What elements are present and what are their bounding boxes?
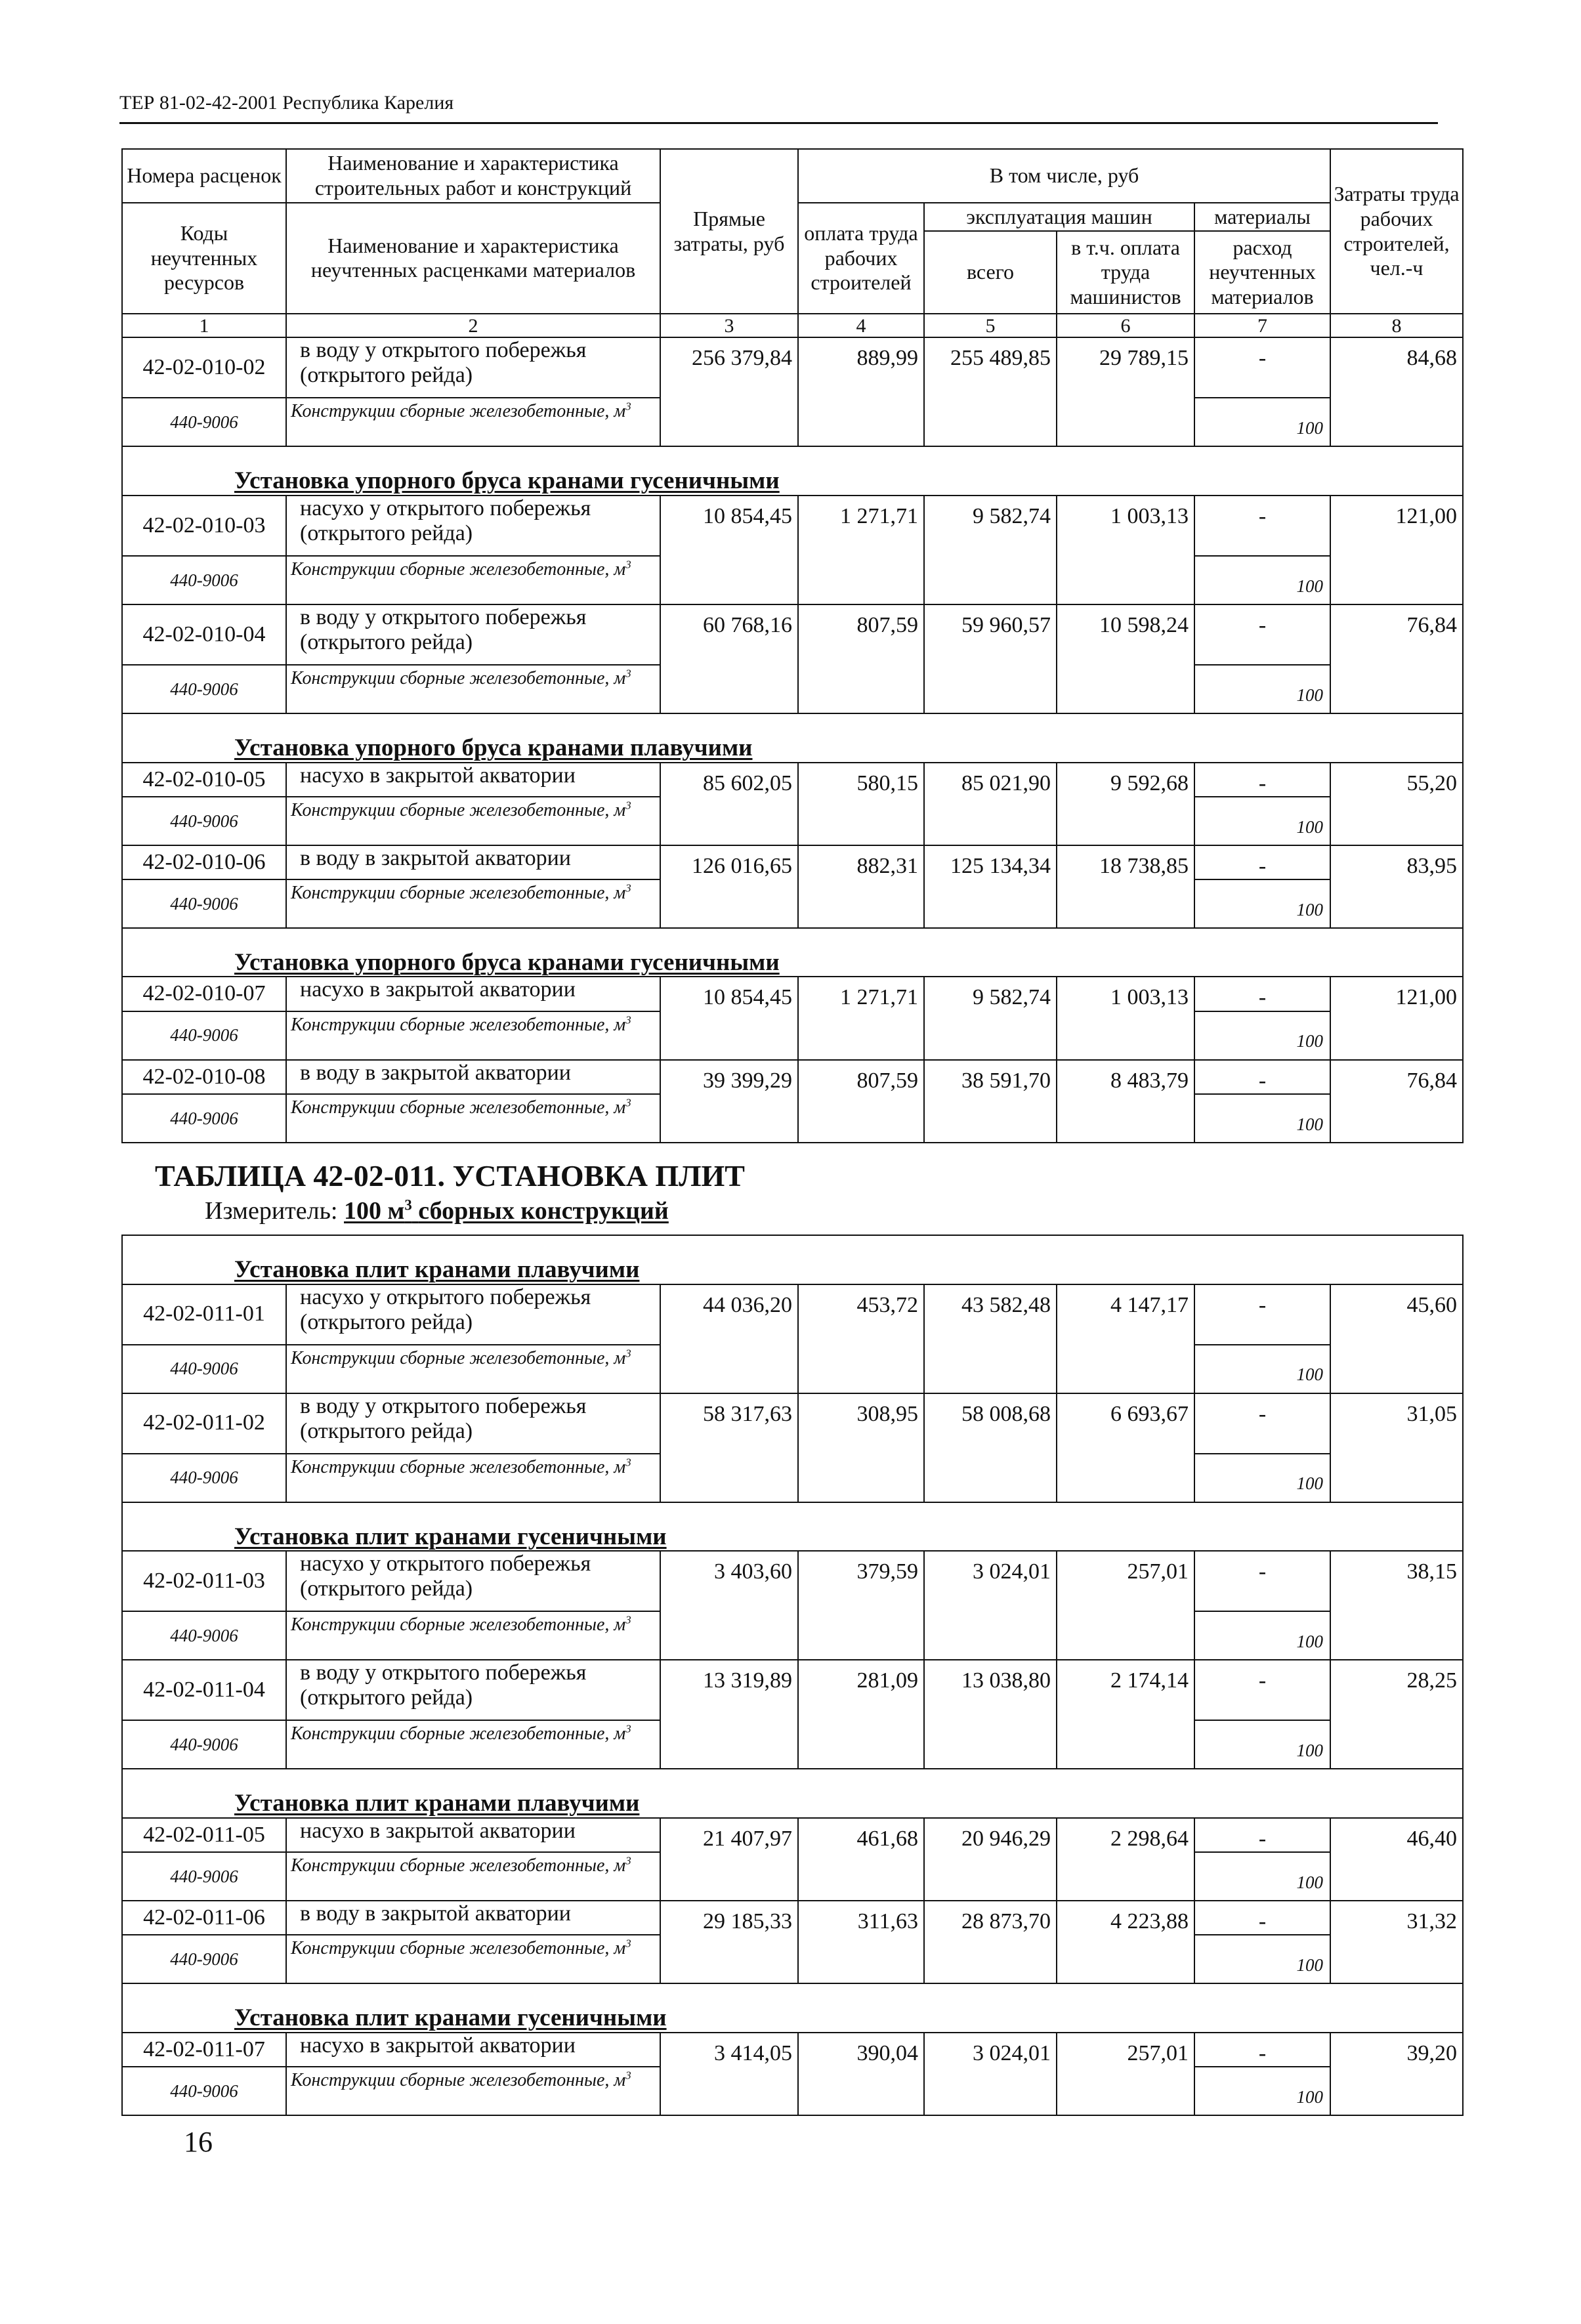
rate-materials: - <box>1194 2033 1330 2067</box>
material-unit-power: 3 <box>625 558 631 571</box>
rate-wages: 379,59 <box>798 1551 924 1660</box>
rate-wages: 807,59 <box>798 1060 924 1143</box>
table-title: ТАБЛИЦА 42-02-011. УСТАНОВКА ПЛИТ <box>155 1158 745 1193</box>
rate-labor: 31,05 <box>1330 1393 1463 1502</box>
col-header-name-bottom: Наименование и характеристика неучтенных расценками материалов <box>286 203 660 314</box>
rate-wages: 453,72 <box>798 1284 924 1393</box>
rate-row <box>122 337 1463 398</box>
section-heading-row <box>122 928 1463 977</box>
column-number: 8 <box>1330 314 1463 337</box>
material-qty: 100 <box>1194 398 1330 446</box>
material-code: 440-9006 <box>122 1935 286 1983</box>
rate-code: 42-02-010-08 <box>122 1060 286 1094</box>
rate-materials: - <box>1194 1901 1330 1935</box>
material-code: 440-9006 <box>122 1720 286 1769</box>
column-number-row <box>122 314 1463 337</box>
material-name-text: Конструкции сборные железобетонные, м <box>291 799 626 820</box>
rate-direct-cost: 126 016,65 <box>660 845 798 928</box>
rate-labor: 38,15 <box>1330 1551 1463 1660</box>
material-name <box>286 1454 660 1502</box>
rate-wages: 281,09 <box>798 1660 924 1769</box>
column-number: 7 <box>1194 314 1330 337</box>
rate-machinist-wages: 8 483,79 <box>1057 1060 1194 1143</box>
rate-row <box>122 1660 1463 1720</box>
rate-machines: 20 946,29 <box>924 1818 1057 1901</box>
col-header-group-materials: материалы <box>1194 203 1330 232</box>
rate-direct-cost: 58 317,63 <box>660 1393 798 1502</box>
rate-machinist-wages: 6 693,67 <box>1057 1393 1194 1502</box>
rate-machines: 9 582,74 <box>924 496 1057 604</box>
rate-machines: 255 489,85 <box>924 337 1057 446</box>
material-unit-power: 3 <box>625 400 631 413</box>
measure-prefix: Измеритель: <box>205 1197 338 1225</box>
rate-machinist-wages: 1 003,13 <box>1057 977 1194 1059</box>
material-name <box>286 2067 660 2115</box>
rate-materials: - <box>1194 496 1330 556</box>
rate-machinist-wages: 2 174,14 <box>1057 1660 1194 1769</box>
column-number: 6 <box>1057 314 1194 337</box>
rate-code: 42-02-010-04 <box>122 604 286 665</box>
material-name-text: Конструкции сборные железобетонные, м <box>291 2069 626 2090</box>
rate-labor: 46,40 <box>1330 1818 1463 1901</box>
material-unit-power: 3 <box>625 667 631 680</box>
rate-materials: - <box>1194 1660 1330 1720</box>
rate-direct-cost: 10 854,45 <box>660 977 798 1059</box>
rate-direct-cost: 44 036,20 <box>660 1284 798 1393</box>
rate-row <box>122 1818 1463 1852</box>
rate-code: 42-02-010-06 <box>122 845 286 879</box>
material-code: 440-9006 <box>122 797 286 845</box>
section-title: Установка плит кранами плавучими <box>122 1769 1463 1818</box>
material-name-text: Конструкции сборные железобетонные, м <box>291 1938 626 1959</box>
document-header: ТЕР 81-02-42-2001 Республика Карелия <box>119 92 454 114</box>
rate-wages: 311,63 <box>798 1901 924 1983</box>
rate-machines: 125 134,34 <box>924 845 1057 928</box>
material-name <box>286 1345 660 1393</box>
rate-row <box>122 1060 1463 1094</box>
material-name <box>286 556 660 604</box>
rate-wages: 1 271,71 <box>798 496 924 604</box>
material-name-text: Конструкции сборные железобетонные, м <box>291 1014 626 1035</box>
material-qty: 100 <box>1194 1611 1330 1660</box>
rate-code: 42-02-010-07 <box>122 977 286 1011</box>
rate-materials: - <box>1194 977 1330 1011</box>
rate-direct-cost: 13 319,89 <box>660 1660 798 1769</box>
header-row-1 <box>122 149 1463 203</box>
material-name <box>286 1852 660 1901</box>
rate-machinist-wages: 10 598,24 <box>1057 604 1194 713</box>
rate-name: насухо в закрытой акватории <box>286 2033 660 2067</box>
material-qty: 100 <box>1194 797 1330 845</box>
rate-machinist-wages: 2 298,64 <box>1057 1818 1194 1901</box>
rate-machines: 38 591,70 <box>924 1060 1057 1143</box>
rate-machines: 43 582,48 <box>924 1284 1057 1393</box>
material-code: 440-9006 <box>122 1345 286 1393</box>
rate-code: 42-02-011-06 <box>122 1901 286 1935</box>
rate-name: в воду у открытого побережья (открытого рейда) <box>286 337 660 398</box>
rate-name: в воду в закрытой акватории <box>286 1901 660 1935</box>
rate-code: 42-02-010-03 <box>122 496 286 556</box>
rate-wages: 807,59 <box>798 604 924 713</box>
rate-name: насухо у открытого побережья (открытого рейда) <box>286 1284 660 1345</box>
col-header-direct: Прямые затраты, руб <box>660 149 798 314</box>
material-qty: 100 <box>1194 556 1330 604</box>
col-header-code-top: Номера расценок <box>122 149 286 203</box>
rate-labor: 76,84 <box>1330 604 1463 713</box>
measure-number: 100 м <box>344 1197 405 1225</box>
material-qty: 100 <box>1194 1094 1330 1143</box>
material-code: 440-9006 <box>122 398 286 446</box>
section-title: Установка плит кранами плавучими <box>122 1235 1463 1284</box>
material-qty: 100 <box>1194 1852 1330 1901</box>
column-number: 3 <box>660 314 798 337</box>
material-qty: 100 <box>1194 665 1330 713</box>
rate-labor: 121,00 <box>1330 977 1463 1059</box>
column-number: 5 <box>924 314 1057 337</box>
rate-labor: 28,25 <box>1330 1660 1463 1769</box>
rate-wages: 461,68 <box>798 1818 924 1901</box>
rate-row <box>122 1551 1463 1611</box>
section-title: Установка плит кранами гусеничными <box>122 1502 1463 1552</box>
col-header-material-usage: расход неучтенных материалов <box>1194 231 1330 314</box>
material-name-text: Конструкции сборные железобетонные, м <box>291 1855 626 1876</box>
rate-wages: 889,99 <box>798 337 924 446</box>
rate-materials: - <box>1194 763 1330 797</box>
rate-name: насухо в закрытой акватории <box>286 763 660 797</box>
rate-machines: 3 024,01 <box>924 1551 1057 1660</box>
material-name <box>286 1011 660 1060</box>
rate-machinist-wages: 257,01 <box>1057 1551 1194 1660</box>
rate-code: 42-02-011-03 <box>122 1551 286 1611</box>
material-name <box>286 1094 660 1143</box>
material-name-text: Конструкции сборные железобетонные, м <box>291 1347 626 1368</box>
rate-name: в воду у открытого побережья (открытого рейда) <box>286 1660 660 1720</box>
material-name-text: Конструкции сборные железобетонные, м <box>291 1456 626 1477</box>
material-unit-power: 3 <box>625 1013 631 1026</box>
material-unit-power: 3 <box>625 1347 631 1360</box>
rate-machines: 59 960,57 <box>924 604 1057 713</box>
table-title-cell <box>122 1143 1463 1235</box>
rate-row <box>122 2033 1463 2067</box>
rate-direct-cost: 3 403,60 <box>660 1551 798 1660</box>
table-title-row <box>122 1143 1463 1235</box>
rate-machinist-wages: 4 147,17 <box>1057 1284 1194 1393</box>
material-name <box>286 879 660 928</box>
rate-code: 42-02-010-02 <box>122 337 286 398</box>
material-code: 440-9006 <box>122 879 286 928</box>
rate-direct-cost: 39 399,29 <box>660 1060 798 1143</box>
column-number: 2 <box>286 314 660 337</box>
rate-name: насухо у открытого побережья (открытого рейда) <box>286 496 660 556</box>
rate-labor: 39,20 <box>1330 2033 1463 2115</box>
rate-direct-cost: 21 407,97 <box>660 1818 798 1901</box>
rate-materials: - <box>1194 845 1330 879</box>
rate-labor: 84,68 <box>1330 337 1463 446</box>
material-unit-power: 3 <box>625 1854 631 1867</box>
material-name <box>286 1720 660 1769</box>
material-unit-power: 3 <box>625 799 631 812</box>
rates-table <box>121 148 1464 2116</box>
rate-wages: 580,15 <box>798 763 924 845</box>
material-name <box>286 398 660 446</box>
column-number: 4 <box>798 314 924 337</box>
rate-machinist-wages: 18 738,85 <box>1057 845 1194 928</box>
measure-suffix: сборных конструкций <box>418 1197 669 1225</box>
rate-materials: - <box>1194 1393 1330 1454</box>
material-code: 440-9006 <box>122 1011 286 1060</box>
rate-labor: 121,00 <box>1330 496 1463 604</box>
col-header-group-machines: эксплуатация машин <box>924 203 1194 232</box>
rate-machines: 28 873,70 <box>924 1901 1057 1983</box>
material-name-text: Конструкции сборные железобетонные, м <box>291 1723 626 1744</box>
rate-materials: - <box>1194 1818 1330 1852</box>
rate-labor: 31,32 <box>1330 1901 1463 1983</box>
material-qty: 100 <box>1194 879 1330 928</box>
section-heading-row <box>122 1769 1463 1818</box>
material-name <box>286 797 660 845</box>
column-number: 1 <box>122 314 286 337</box>
measure-value <box>344 1197 669 1225</box>
col-header-wages: оплата труда рабочих строителей <box>798 203 924 314</box>
material-code: 440-9006 <box>122 2067 286 2115</box>
rate-direct-cost: 256 379,84 <box>660 337 798 446</box>
header-rule <box>119 122 1438 124</box>
rate-wages: 308,95 <box>798 1393 924 1502</box>
rate-direct-cost: 60 768,16 <box>660 604 798 713</box>
section-heading-row <box>122 1235 1463 1284</box>
rate-wages: 1 271,71 <box>798 977 924 1059</box>
material-code: 440-9006 <box>122 1611 286 1660</box>
rate-name: насухо у открытого побережья (открытого рейда) <box>286 1551 660 1611</box>
rate-row <box>122 1901 1463 1935</box>
rate-code: 42-02-011-07 <box>122 2033 286 2067</box>
col-header-labor: Затраты труда рабочих строителей, чел.-ч <box>1330 149 1463 314</box>
rate-code: 42-02-010-05 <box>122 763 286 797</box>
material-qty: 100 <box>1194 1011 1330 1060</box>
rate-code: 42-02-011-05 <box>122 1818 286 1852</box>
rate-direct-cost: 3 414,05 <box>660 2033 798 2115</box>
section-title: Установка упорного бруса кранами гусеничными <box>122 928 1463 977</box>
section-title: Установка упорного бруса кранами плавучими <box>122 713 1463 763</box>
material-code: 440-9006 <box>122 1454 286 1502</box>
rate-machinist-wages: 1 003,13 <box>1057 496 1194 604</box>
rate-machines: 13 038,80 <box>924 1660 1057 1769</box>
table-measure <box>155 1195 1463 1227</box>
rate-direct-cost: 10 854,45 <box>660 496 798 604</box>
rate-code: 42-02-011-02 <box>122 1393 286 1454</box>
rate-row <box>122 763 1463 797</box>
section-heading-row <box>122 1502 1463 1552</box>
rate-materials: - <box>1194 337 1330 398</box>
rate-machinist-wages: 257,01 <box>1057 2033 1194 2115</box>
material-qty: 100 <box>1194 1345 1330 1393</box>
rate-row <box>122 845 1463 879</box>
section-title: Установка плит кранами гусеничными <box>122 1983 1463 2033</box>
rate-labor: 83,95 <box>1330 845 1463 928</box>
col-header-machinist-wages: в т.ч. оплата труда машинистов <box>1057 231 1194 314</box>
material-code: 440-9006 <box>122 1852 286 1901</box>
material-unit-power: 3 <box>625 1096 631 1109</box>
rate-machines: 85 021,90 <box>924 763 1057 845</box>
material-name-text: Конструкции сборные железобетонные, м <box>291 401 626 422</box>
rate-machinist-wages: 4 223,88 <box>1057 1901 1194 1983</box>
section-title: Установка упорного бруса кранами гусеничными <box>122 446 1463 496</box>
material-unit-power: 3 <box>625 1613 631 1626</box>
rate-machinist-wages: 29 789,15 <box>1057 337 1194 446</box>
material-name <box>286 1935 660 1983</box>
rate-name: насухо в закрытой акватории <box>286 977 660 1011</box>
rate-wages: 390,04 <box>798 2033 924 2115</box>
rate-labor: 45,60 <box>1330 1284 1463 1393</box>
material-code: 440-9006 <box>122 1094 286 1143</box>
material-name-text: Конструкции сборные железобетонные, м <box>291 559 626 580</box>
material-qty: 100 <box>1194 1720 1330 1769</box>
material-unit-power: 3 <box>625 1937 631 1950</box>
material-qty: 100 <box>1194 1454 1330 1502</box>
rate-machines: 58 008,68 <box>924 1393 1057 1502</box>
rate-materials: - <box>1194 1551 1330 1611</box>
rate-code: 42-02-011-04 <box>122 1660 286 1720</box>
rate-row <box>122 1284 1463 1345</box>
material-name-text: Конструкции сборные железобетонные, м <box>291 667 626 688</box>
rate-machines: 9 582,74 <box>924 977 1057 1059</box>
rate-wages: 882,31 <box>798 845 924 928</box>
material-unit-power: 3 <box>625 1722 631 1735</box>
measure-power: 3 <box>404 1196 412 1214</box>
material-unit-power: 3 <box>625 1456 631 1469</box>
rate-materials: - <box>1194 604 1330 665</box>
material-code: 440-9006 <box>122 665 286 713</box>
rate-machinist-wages: 9 592,68 <box>1057 763 1194 845</box>
rate-code: 42-02-011-01 <box>122 1284 286 1345</box>
col-header-name-top: Наименование и характеристика строительных работ и конструкций <box>286 149 660 203</box>
rate-row <box>122 977 1463 1011</box>
col-header-group-incl: В том числе, руб <box>798 149 1330 203</box>
page-number: 16 <box>184 2126 213 2158</box>
rate-row <box>122 496 1463 556</box>
section-heading-row <box>122 1983 1463 2033</box>
material-name-text: Конструкции сборные железобетонные, м <box>291 882 626 903</box>
material-name-text: Конструкции сборные железобетонные, м <box>291 1615 626 1636</box>
material-name <box>286 665 660 713</box>
rate-name: в воду в закрытой акватории <box>286 1060 660 1094</box>
material-code: 440-9006 <box>122 556 286 604</box>
material-qty: 100 <box>1194 2067 1330 2115</box>
material-qty: 100 <box>1194 1935 1330 1983</box>
rate-name: в воду у открытого побережья (открытого рейда) <box>286 604 660 665</box>
rate-direct-cost: 29 185,33 <box>660 1901 798 1983</box>
section-heading-row <box>122 446 1463 496</box>
rate-labor: 76,84 <box>1330 1060 1463 1143</box>
rate-labor: 55,20 <box>1330 763 1463 845</box>
rate-machines: 3 024,01 <box>924 2033 1057 2115</box>
material-unit-power: 3 <box>625 881 631 895</box>
rate-materials: - <box>1194 1284 1330 1345</box>
rate-name: в воду у открытого побережья (открытого рейда) <box>286 1393 660 1454</box>
rate-row <box>122 604 1463 665</box>
rate-name: в воду в закрытой акватории <box>286 845 660 879</box>
col-header-machines-total: всего <box>924 231 1057 314</box>
material-name <box>286 1611 660 1660</box>
material-name-text: Конструкции сборные железобетонные, м <box>291 1097 626 1118</box>
rate-row <box>122 1393 1463 1454</box>
rate-direct-cost: 85 602,05 <box>660 763 798 845</box>
section-heading-row <box>122 713 1463 763</box>
rate-materials: - <box>1194 1060 1330 1094</box>
rate-name: насухо в закрытой акватории <box>286 1818 660 1852</box>
col-header-code-bottom: Коды неучтенных ресурсов <box>122 203 286 314</box>
material-unit-power: 3 <box>625 2069 631 2082</box>
